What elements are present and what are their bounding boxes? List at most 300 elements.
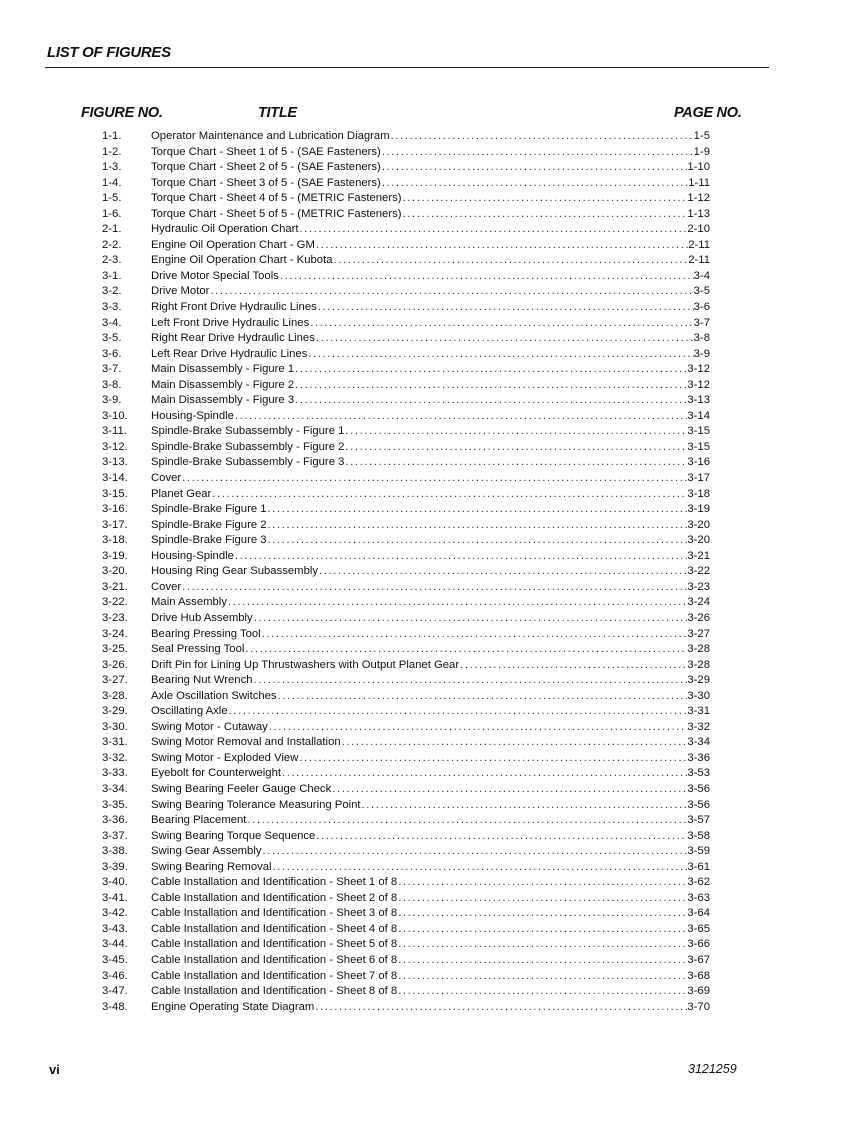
dot-leader	[398, 937, 687, 953]
figure-number: 3-36.	[102, 814, 128, 827]
dot-leader	[235, 549, 687, 565]
figure-title: Drive Hub Assembly	[151, 611, 253, 624]
header-divider	[45, 67, 769, 68]
figure-number: 3-46.	[102, 969, 128, 982]
figure-entry	[151, 502, 710, 518]
dot-leader	[282, 766, 687, 782]
list-item[interactable]	[0, 331, 866, 347]
figure-title: Cable Installation and Identification - Sheet 1 of 8	[151, 876, 398, 889]
figure-entry	[151, 269, 710, 285]
figure-page: 3-32	[687, 720, 710, 733]
figure-page: 1-11	[688, 176, 710, 189]
list-item[interactable]	[0, 455, 866, 471]
document-number: 3121259	[688, 1062, 737, 1076]
list-item[interactable]	[0, 378, 866, 394]
figure-page: 3-69	[687, 985, 710, 998]
figure-page: 3-26	[687, 611, 710, 624]
figure-title: Engine Oil Operation Chart - Kubota	[151, 254, 333, 267]
dot-leader	[382, 160, 688, 176]
list-item[interactable]	[0, 191, 866, 207]
figure-entry	[151, 347, 710, 363]
figure-entry	[151, 207, 710, 223]
figure-title: Swing Bearing Tolerance Measuring Point	[151, 798, 361, 811]
figure-number: 3-48.	[102, 1000, 128, 1013]
list-item[interactable]	[0, 891, 866, 907]
list-item[interactable]	[0, 782, 866, 798]
figure-title: Cable Installation and Identification - Sheet 3 of 8	[151, 907, 398, 920]
figure-entry	[151, 658, 710, 674]
figure-entry	[151, 595, 710, 611]
figure-number: 3-21.	[102, 580, 128, 593]
figure-entry	[151, 145, 710, 161]
figure-number: 3-45.	[102, 953, 128, 966]
figure-number: 3-23.	[102, 611, 128, 624]
list-item[interactable]	[0, 533, 866, 549]
figure-number: 3-12.	[102, 440, 128, 453]
figure-number: 3-37.	[102, 829, 128, 842]
figure-page: 3-19	[687, 503, 710, 516]
list-item[interactable]	[0, 393, 866, 409]
dot-leader	[382, 145, 694, 161]
figure-number: 3-47.	[102, 985, 128, 998]
dot-leader	[316, 331, 694, 347]
figure-page: 3-58	[687, 829, 710, 842]
figure-title: Main Disassembly - Figure 2	[151, 378, 295, 391]
list-item[interactable]	[0, 969, 866, 985]
figure-title: Swing Motor Removal and Installation	[151, 736, 341, 749]
dot-leader	[229, 704, 688, 720]
dot-leader	[295, 362, 687, 378]
dot-leader	[315, 1000, 687, 1016]
figure-entry	[151, 860, 710, 876]
list-item[interactable]	[0, 689, 866, 705]
figure-list	[0, 129, 866, 1015]
dot-leader	[403, 191, 688, 207]
figure-title: Cover	[151, 580, 182, 593]
list-item[interactable]	[0, 440, 866, 456]
figure-entry	[151, 906, 710, 922]
list-item[interactable]	[0, 875, 866, 891]
figure-title: Swing Bearing Torque Sequence	[151, 829, 316, 842]
figure-title: Operator Maintenance and Lubrication Diagram	[151, 130, 390, 142]
figure-title: Torque Chart - Sheet 4 of 5 - (METRIC Fasteners)	[151, 192, 402, 205]
list-item[interactable]	[0, 176, 866, 192]
figure-title: Swing Bearing Removal	[151, 860, 272, 873]
dot-leader	[362, 798, 688, 814]
list-item[interactable]	[0, 160, 866, 176]
figure-title: Spindle-Brake Subassembly - Figure 2	[151, 440, 345, 453]
figure-page: 3-27	[687, 627, 710, 640]
figure-entry	[151, 409, 710, 425]
figure-title: Swing Motor - Exploded View	[151, 751, 299, 764]
figure-title: Left Front Drive Hydraulic Lines	[151, 316, 310, 329]
figure-page: 3-17	[687, 472, 710, 485]
dot-leader	[319, 564, 687, 580]
figure-entry	[151, 766, 710, 782]
figure-title: Engine Oil Operation Chart - GM	[151, 238, 315, 251]
figure-page: 3-29	[687, 674, 710, 687]
list-item[interactable]	[0, 720, 866, 736]
list-item[interactable]	[0, 424, 866, 440]
figure-title: Cable Installation and Identification - Sheet 8 of 8	[151, 985, 398, 998]
figure-entry	[151, 953, 710, 969]
figure-title: Torque Chart - Sheet 3 of 5 - (SAE Fasteners)	[151, 176, 381, 189]
figure-number: 2-3.	[102, 254, 122, 267]
figure-entry	[151, 160, 710, 176]
list-item[interactable]	[0, 253, 866, 269]
figure-title: Eyebolt for Counterweight	[151, 767, 281, 780]
figure-entry	[151, 518, 710, 534]
figure-entry	[151, 798, 710, 814]
figure-entry	[151, 627, 710, 643]
list-item[interactable]	[0, 627, 866, 643]
column-header-page-no: PAGE NO.	[674, 105, 742, 121]
figure-entry	[151, 300, 710, 316]
figure-page: 3-5	[693, 285, 710, 298]
list-item[interactable]	[0, 922, 866, 938]
figure-entry	[151, 782, 710, 798]
figure-title: Spindle-Brake Figure 2	[151, 518, 267, 531]
figure-number: 3-18.	[102, 534, 128, 547]
figure-entry	[151, 487, 710, 503]
list-item[interactable]	[0, 300, 866, 316]
figure-number: 3-19.	[102, 549, 128, 562]
figure-number: 3-41.	[102, 891, 128, 904]
dot-leader	[342, 735, 688, 751]
figure-page: 3-15	[687, 440, 710, 453]
list-item[interactable]	[0, 611, 866, 627]
figure-number: 3-2.	[102, 285, 122, 298]
list-item[interactable]	[0, 269, 866, 285]
figure-number: 1-4.	[102, 176, 122, 189]
figure-entry	[151, 471, 710, 487]
figure-page: 3-21	[687, 549, 710, 562]
dot-leader	[228, 595, 687, 611]
list-item[interactable]	[0, 751, 866, 767]
figure-number: 3-5.	[102, 332, 122, 345]
dot-leader	[295, 393, 687, 409]
figure-number: 3-29.	[102, 705, 128, 718]
figure-entry	[151, 176, 710, 192]
figure-title: Axle Oscillation Switches	[151, 689, 277, 702]
figure-entry	[151, 378, 710, 394]
dot-leader	[247, 813, 687, 829]
figure-entry	[151, 222, 710, 238]
figure-entry	[151, 704, 710, 720]
dot-leader	[333, 253, 688, 269]
dot-leader	[254, 611, 688, 627]
list-item[interactable]	[0, 409, 866, 425]
figure-number: 3-9.	[102, 394, 122, 407]
figure-page: 3-4	[693, 269, 710, 282]
figure-page: 3-12	[687, 363, 710, 376]
figure-entry	[151, 689, 710, 705]
figure-title: Cable Installation and Identification - Sheet 7 of 8	[151, 969, 398, 982]
figure-page: 3-12	[687, 378, 710, 391]
dot-leader	[263, 844, 688, 860]
list-item[interactable]	[0, 471, 866, 487]
figure-title: Cable Installation and Identification - Sheet 2 of 8	[151, 891, 398, 904]
figure-page: 1-9	[693, 145, 710, 158]
figure-page: 3-13	[687, 394, 710, 407]
dot-leader	[235, 409, 687, 425]
figure-page: 3-63	[687, 891, 710, 904]
figure-entry	[151, 735, 710, 751]
figure-number: 3-11.	[102, 425, 127, 438]
figure-number: 3-43.	[102, 922, 128, 935]
list-item[interactable]	[0, 564, 866, 580]
list-item[interactable]	[0, 673, 866, 689]
figure-entry	[151, 362, 710, 378]
figure-entry	[151, 549, 710, 565]
figure-page: 3-28	[687, 658, 710, 671]
figure-page: 1-13	[687, 207, 710, 220]
dot-leader	[345, 440, 687, 456]
figure-number: 3-44.	[102, 938, 128, 951]
list-item[interactable]	[0, 906, 866, 922]
figure-number: 3-40.	[102, 876, 128, 889]
figure-title: Cable Installation and Identification - Sheet 4 of 8	[151, 922, 398, 935]
list-item[interactable]	[0, 860, 866, 876]
dot-leader	[398, 953, 687, 969]
dot-leader	[300, 222, 688, 238]
figure-page: 3-6	[693, 301, 710, 314]
list-item[interactable]	[0, 798, 866, 814]
figure-page: 3-14	[687, 409, 710, 422]
figure-page: 3-57	[687, 814, 710, 827]
figure-entry	[151, 129, 710, 145]
figure-entry	[151, 875, 710, 891]
figure-page: 3-66	[687, 938, 710, 951]
figure-number: 2-2.	[102, 238, 122, 251]
figure-page: 3-15	[687, 425, 710, 438]
figure-page: 3-24	[687, 596, 710, 609]
figure-entry	[151, 1000, 710, 1016]
figure-page: 3-59	[687, 845, 710, 858]
list-item[interactable]	[0, 658, 866, 674]
figure-page: 3-56	[687, 782, 710, 795]
figure-entry	[151, 844, 710, 860]
figure-entry	[151, 751, 710, 767]
figure-number: 1-1.	[102, 130, 122, 142]
figure-title: Swing Gear Assembly	[151, 845, 262, 858]
dot-leader	[332, 782, 687, 798]
figure-title: Planet Gear	[151, 487, 212, 500]
figure-number: 3-32.	[102, 751, 128, 764]
dot-leader	[268, 502, 688, 518]
column-header-figure-no: FIGURE NO.	[81, 105, 163, 121]
figure-number: 3-10.	[102, 409, 128, 422]
figure-page: 3-18	[687, 487, 710, 500]
figure-number: 3-8.	[102, 378, 122, 391]
dot-leader	[316, 829, 687, 845]
figure-title: Bearing Placement	[151, 814, 247, 827]
figure-page: 3-53	[687, 767, 710, 780]
figure-page: 3-68	[687, 969, 710, 982]
page-title: LIST OF FIGURES	[47, 44, 171, 61]
list-item[interactable]	[0, 284, 866, 300]
list-item[interactable]	[0, 580, 866, 596]
figure-number: 3-7.	[102, 363, 122, 376]
figure-entry	[151, 316, 710, 332]
figure-number: 3-26.	[102, 658, 128, 671]
list-item[interactable]	[0, 238, 866, 254]
figure-number: 3-15.	[102, 487, 128, 500]
figure-page: 1-12	[687, 192, 710, 205]
dot-leader	[262, 627, 688, 643]
figure-page: 3-8	[693, 332, 710, 345]
figure-title: Swing Bearing Feeler Gauge Check	[151, 782, 332, 795]
figure-page: 3-67	[687, 953, 710, 966]
list-item[interactable]	[0, 502, 866, 518]
figure-title: Torque Chart - Sheet 2 of 5 - (SAE Fasteners)	[151, 161, 381, 174]
figure-title: Spindle-Brake Figure 3	[151, 534, 267, 547]
figure-number: 3-33.	[102, 767, 128, 780]
figure-title: Main Disassembly - Figure 3	[151, 394, 295, 407]
dot-leader	[280, 269, 694, 285]
list-item[interactable]	[0, 207, 866, 223]
figure-number: 3-24.	[102, 627, 128, 640]
dot-leader	[245, 642, 687, 658]
dot-leader	[345, 455, 687, 471]
figure-entry	[151, 673, 710, 689]
figure-number: 1-5.	[102, 192, 122, 205]
figure-number: 3-22.	[102, 596, 128, 609]
figure-entry	[151, 440, 710, 456]
figure-page: 3-34	[687, 736, 710, 749]
list-item[interactable]	[0, 766, 866, 782]
dot-leader	[308, 347, 693, 363]
list-item[interactable]	[0, 316, 866, 332]
figure-entry	[151, 720, 710, 736]
page-number: vi	[49, 1062, 60, 1077]
list-item[interactable]	[0, 1000, 866, 1016]
dot-leader	[316, 238, 688, 254]
figure-entry	[151, 393, 710, 409]
figure-entry	[151, 424, 710, 440]
figure-title: Main Disassembly - Figure 1	[151, 363, 295, 376]
figure-page: 3-56	[687, 798, 710, 811]
column-header-title: TITLE	[258, 105, 297, 121]
figure-entry	[151, 642, 710, 658]
list-item[interactable]	[0, 937, 866, 953]
list-item[interactable]	[0, 813, 866, 829]
figure-number: 3-25.	[102, 643, 128, 656]
dot-leader	[273, 860, 688, 876]
list-item[interactable]	[0, 984, 866, 1000]
figure-number: 3-27.	[102, 674, 128, 687]
dot-leader	[268, 518, 688, 534]
figure-number: 1-3.	[102, 161, 122, 174]
figure-page: 3-28	[687, 643, 710, 656]
dot-leader	[182, 471, 687, 487]
figure-entry	[151, 813, 710, 829]
figure-entry	[151, 284, 710, 300]
list-item[interactable]	[0, 595, 866, 611]
figure-entry	[151, 253, 710, 269]
figure-title: Right Front Drive Hydraulic Lines	[151, 301, 317, 314]
figure-page: 2-11	[688, 254, 710, 267]
figure-title: Hydraulic Oil Operation Chart	[151, 223, 299, 236]
figure-number: 3-31.	[102, 736, 128, 749]
list-item[interactable]	[0, 844, 866, 860]
figure-title: Drift Pin for Lining Up Thrustwashers with Output Planet Gear	[151, 658, 460, 671]
dot-leader	[268, 533, 688, 549]
figure-number: 3-6.	[102, 347, 122, 360]
list-item[interactable]	[0, 222, 866, 238]
figure-title: Main Assembly	[151, 596, 227, 609]
list-item[interactable]	[0, 362, 866, 378]
list-item[interactable]	[0, 704, 866, 720]
list-item[interactable]	[0, 129, 866, 145]
list-item[interactable]	[0, 829, 866, 845]
figure-title: Torque Chart - Sheet 1 of 5 - (SAE Fasteners)	[151, 145, 381, 158]
figure-entry	[151, 984, 710, 1000]
dot-leader	[398, 969, 687, 985]
figure-number: 3-39.	[102, 860, 128, 873]
figure-title: Cable Installation and Identification - Sheet 5 of 8	[151, 938, 398, 951]
dot-leader	[299, 751, 687, 767]
figure-page: 3-30	[687, 689, 710, 702]
figure-entry	[151, 922, 710, 938]
list-item[interactable]	[0, 549, 866, 565]
figure-number: 1-2.	[102, 145, 122, 158]
figure-number: 3-20.	[102, 565, 128, 578]
figure-entry	[151, 891, 710, 907]
figure-number: 3-35.	[102, 798, 128, 811]
figure-page: 3-64	[687, 907, 710, 920]
list-item[interactable]	[0, 145, 866, 161]
figure-title: Torque Chart - Sheet 5 of 5 - (METRIC Fasteners)	[151, 207, 402, 220]
dot-leader	[403, 207, 688, 223]
list-item[interactable]	[0, 735, 866, 751]
figure-entry	[151, 969, 710, 985]
figure-title: Seal Pressing Tool	[151, 643, 245, 656]
dot-leader	[278, 689, 688, 705]
figure-page: 3-20	[687, 518, 710, 531]
figure-entry	[151, 611, 710, 627]
figure-number: 3-28.	[102, 689, 128, 702]
figure-page: 3-22	[687, 565, 710, 578]
dot-leader	[345, 424, 687, 440]
figure-entry	[151, 937, 710, 953]
dot-leader	[182, 580, 687, 596]
figure-page: 3-20	[687, 534, 710, 547]
figure-title: Spindle-Brake Subassembly - Figure 3	[151, 456, 345, 469]
figure-title: Cover	[151, 472, 182, 485]
list-item[interactable]	[0, 487, 866, 503]
figure-number: 3-30.	[102, 720, 128, 733]
figure-title: Oscillating Axle	[151, 705, 228, 718]
dot-leader	[212, 487, 687, 503]
dot-leader	[398, 891, 687, 907]
figure-entry	[151, 533, 710, 549]
figure-entry	[151, 829, 710, 845]
dot-leader	[398, 984, 687, 1000]
figure-number: 3-13.	[102, 456, 128, 469]
figure-page: 3-62	[687, 876, 710, 889]
list-item[interactable]	[0, 347, 866, 363]
list-item[interactable]	[0, 642, 866, 658]
dot-leader	[391, 129, 694, 145]
dot-leader	[254, 673, 688, 689]
figure-entry	[151, 580, 710, 596]
dot-leader	[310, 316, 693, 332]
figure-page: 2-11	[688, 238, 710, 251]
list-item[interactable]	[0, 953, 866, 969]
figure-title: Drive Motor	[151, 285, 210, 298]
list-item[interactable]	[0, 518, 866, 534]
